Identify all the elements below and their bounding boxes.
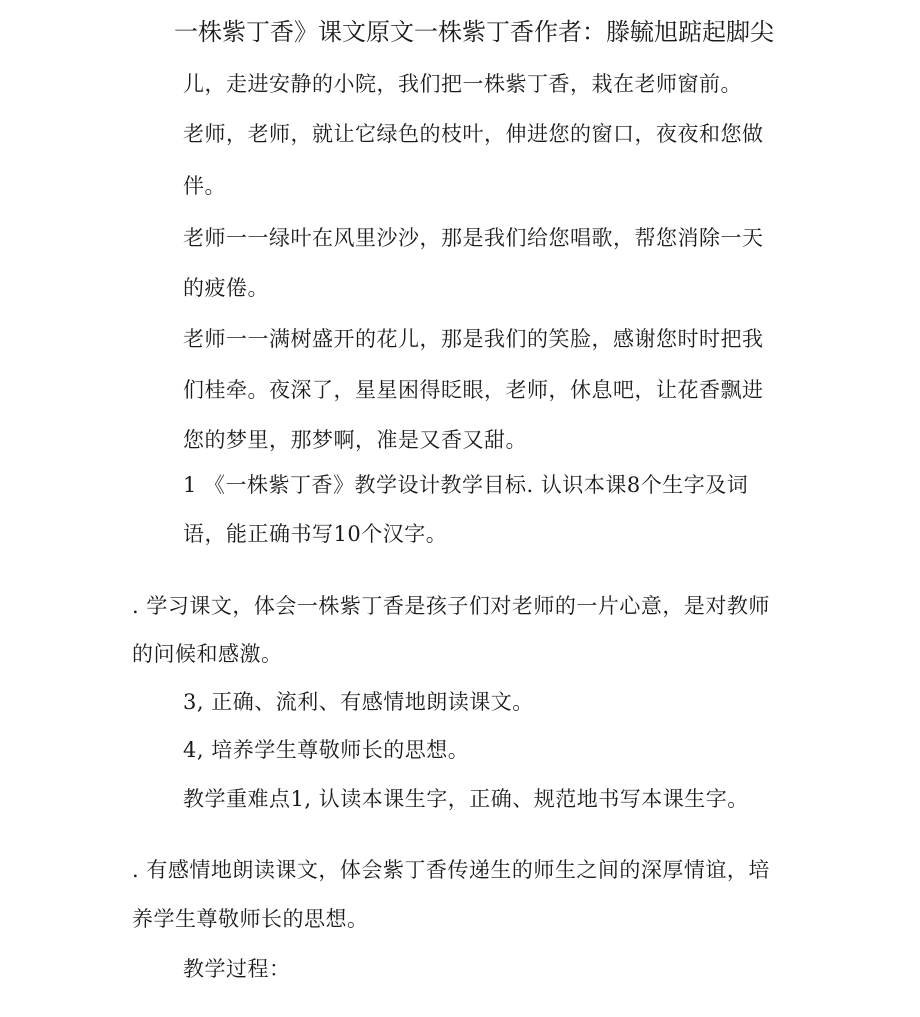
text-line: 3, 正确、流利、有感情地朗读课文。 [183,690,534,714]
text-line: 们桂牵。夜深了，星星困得眨眼，老师，休息吧，让花香飘进 [183,378,764,402]
text-line: 养学生尊敬师长的思想。 [132,907,369,931]
text-line: 您的梦里，那梦啊，准是又香又甜。 [183,428,527,452]
text-line: 老师一一满树盛开的花儿，那是我们的笑脸，感谢您时时把我 [183,327,764,351]
text-line: 4, 培养学生尊敬师长的思想。 [183,738,470,762]
title-line: 一株紫丁香》课文原文一株紫丁香作者：滕毓旭踮起脚尖 [174,18,774,46]
text-line: 老师，老师，就让它绿色的枝叶，伸进您的窗口，夜夜和您做 [183,122,764,146]
text-line: 儿，走进安静的小院，我们把一株紫丁香，栽在老师窗前。 [183,72,742,96]
text-line: 伴。 [183,174,226,198]
text-line: 的问候和感激。 [132,642,283,666]
text-line: . 学习课文，体会一株紫丁香是孩子们对老师的一片心意，是对教师 [132,594,770,618]
text-line: 教学过程： [183,957,291,981]
text-line: 的疲倦。 [183,276,269,300]
text-line: 教学重难点1, 认读本课生字，正确、规范地书写本课生字。 [183,787,749,811]
text-line: 老师一一绿叶在风里沙沙，那是我们给您唱歌，帮您消除一天 [183,226,764,250]
text-line: . 有感情地朗读课文，体会紫丁香传递生的师生之间的深厚情谊，培 [132,858,770,882]
text-line: 语，能正确书写10个汉字。 [183,522,448,546]
text-line: 1 《一株紫丁香》教学设计教学目标. 认识本课8个生字及词 [183,473,749,497]
